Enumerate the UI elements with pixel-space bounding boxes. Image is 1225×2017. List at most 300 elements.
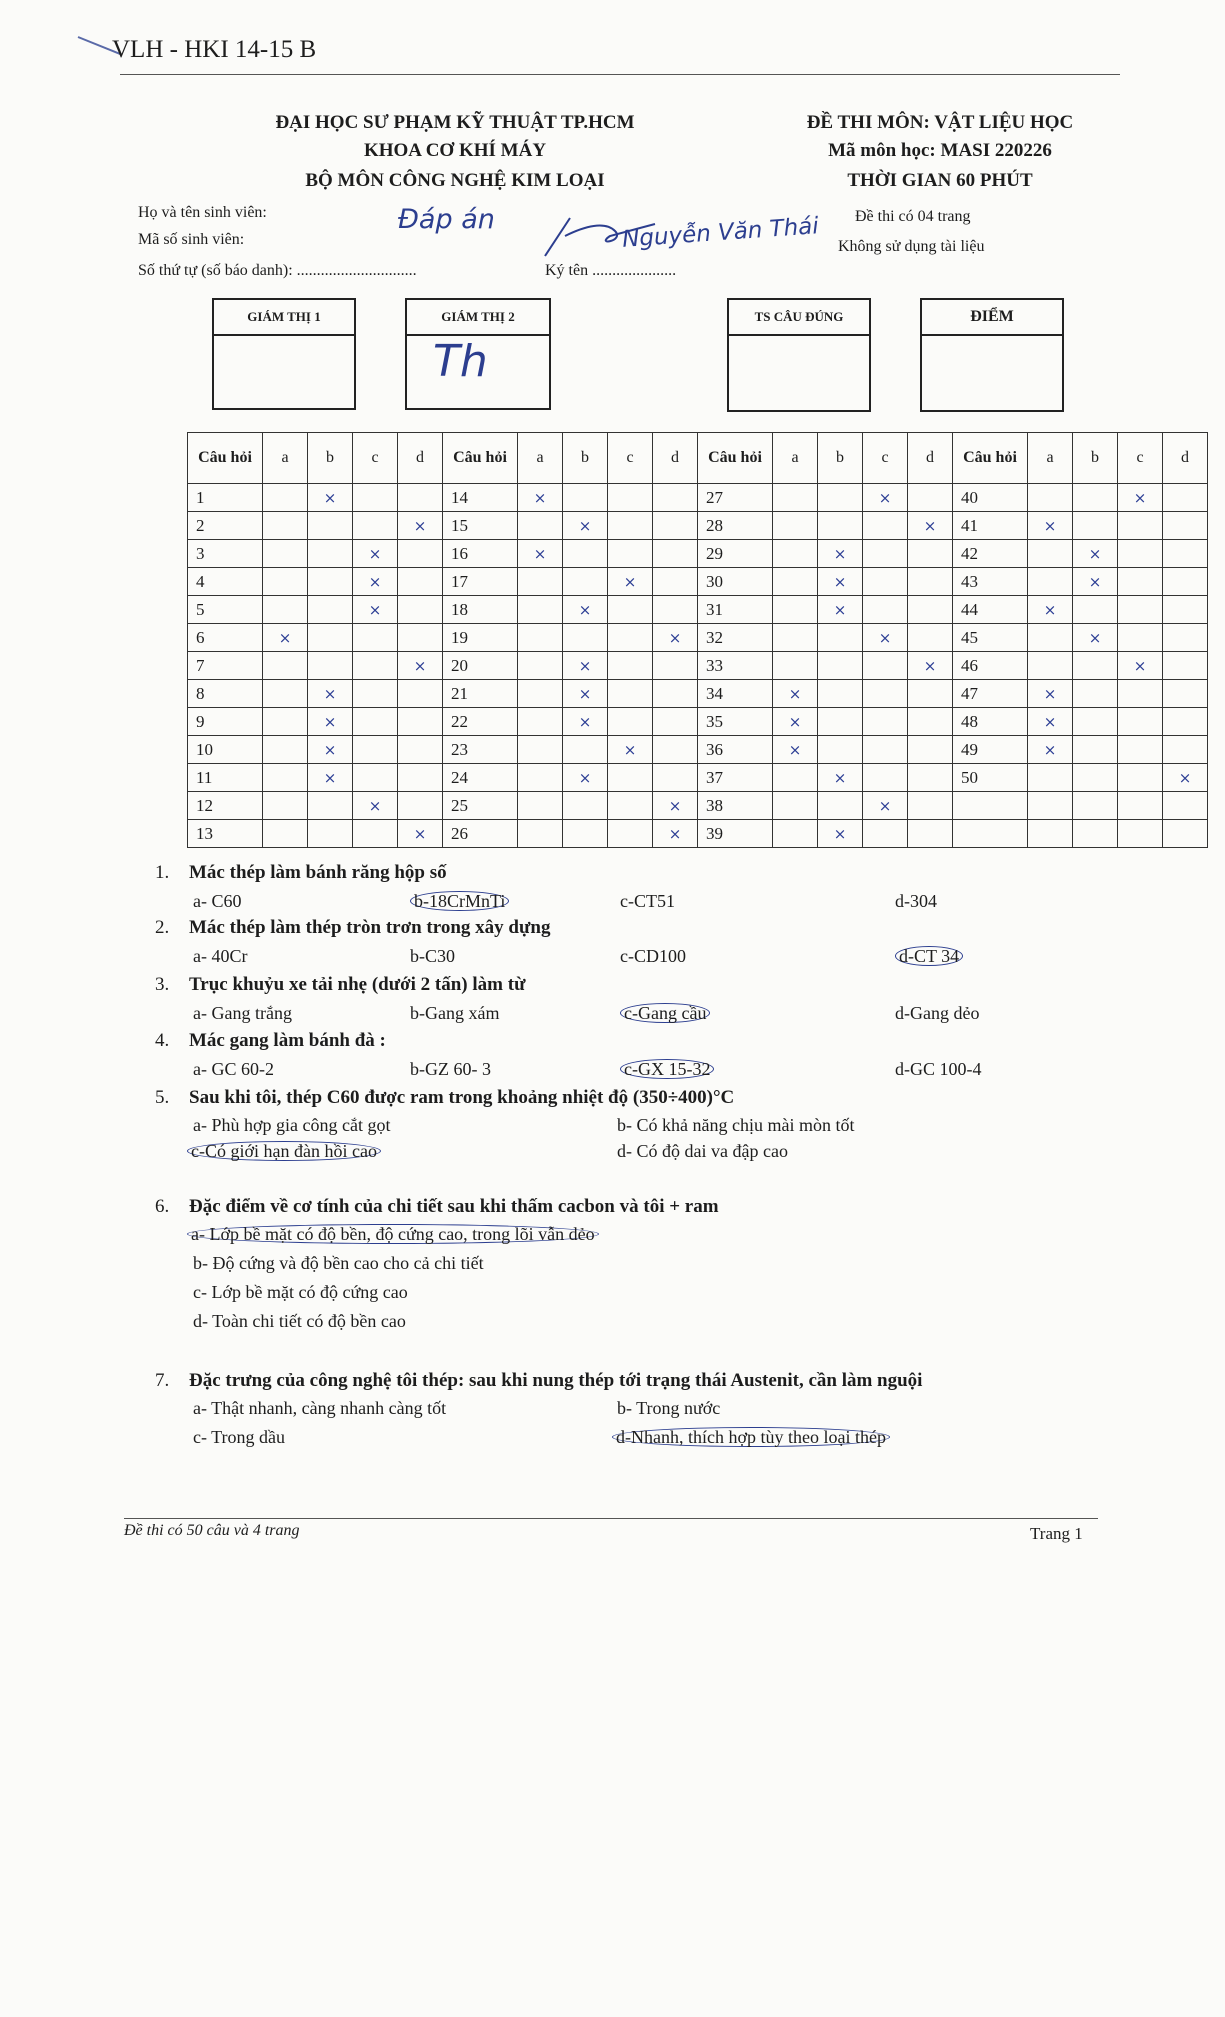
answer-mark[interactable]: × xyxy=(353,568,398,596)
answer-cell[interactable] xyxy=(773,764,818,792)
answer-mark[interactable]: × xyxy=(863,792,908,820)
question-number: 5. xyxy=(155,1087,170,1108)
answer-mark[interactable]: × xyxy=(818,540,863,568)
answer-mark[interactable]: × xyxy=(818,764,863,792)
answer-cell[interactable] xyxy=(773,540,818,568)
answer-cell[interactable] xyxy=(1118,596,1163,624)
answer-mark[interactable]: × xyxy=(353,792,398,820)
answer-cell[interactable] xyxy=(353,680,398,708)
question-number: 46 xyxy=(953,652,1028,680)
option-header-a: a xyxy=(518,433,563,484)
answer-cell[interactable] xyxy=(308,792,353,820)
question-number: 20 xyxy=(443,652,518,680)
answer-cell[interactable] xyxy=(1073,736,1118,764)
student-id-label: Mã số sinh viên: xyxy=(138,231,245,248)
question-number: 12 xyxy=(188,792,263,820)
question-header: Câu hỏi xyxy=(443,433,518,484)
answer-cell[interactable] xyxy=(608,792,653,820)
answer-cell[interactable] xyxy=(773,596,818,624)
header-rule xyxy=(120,74,1120,75)
answer-cell[interactable] xyxy=(818,708,863,736)
answer-mark[interactable]: × xyxy=(1073,568,1118,596)
answer-cell[interactable] xyxy=(1073,792,1118,820)
answer-mark[interactable]: × xyxy=(263,624,308,652)
answer-cell[interactable] xyxy=(608,484,653,512)
answer-cell[interactable] xyxy=(398,708,443,736)
answer-cell[interactable] xyxy=(518,680,563,708)
answer-option[interactable]: d-304 xyxy=(895,891,937,911)
answer-cell[interactable] xyxy=(863,540,908,568)
answer-cell[interactable] xyxy=(263,820,308,848)
answer-mark[interactable]: × xyxy=(863,484,908,512)
answer-cell[interactable] xyxy=(1163,736,1208,764)
question-number: 9 xyxy=(188,708,263,736)
answer-cell[interactable] xyxy=(518,736,563,764)
answer-option[interactable]: d-GC 100-4 xyxy=(895,1059,982,1079)
answer-cell[interactable] xyxy=(518,764,563,792)
answer-cell[interactable] xyxy=(1028,624,1073,652)
answer-cell[interactable] xyxy=(773,792,818,820)
answer-cell[interactable] xyxy=(563,736,608,764)
answer-cell[interactable] xyxy=(563,820,608,848)
seat-number-label: Số thứ tự (số báo danh): .............................. xyxy=(138,262,417,279)
answer-cell[interactable] xyxy=(773,652,818,680)
answer-cell[interactable] xyxy=(308,652,353,680)
answer-cell[interactable] xyxy=(563,624,608,652)
answer-cell[interactable] xyxy=(518,512,563,540)
answer-mark[interactable]: × xyxy=(773,680,818,708)
answer-cell[interactable] xyxy=(908,568,953,596)
answer-mark[interactable]: × xyxy=(1163,764,1208,792)
answer-cell[interactable] xyxy=(398,540,443,568)
answer-cell[interactable] xyxy=(1163,820,1208,848)
answer-mark[interactable]: × xyxy=(518,484,563,512)
answer-option[interactable] xyxy=(187,1224,599,1245)
answer-cell[interactable] xyxy=(908,680,953,708)
answer-option[interactable]: b-C30 xyxy=(410,946,455,966)
answer-mark[interactable]: × xyxy=(398,652,443,680)
answer-cell[interactable] xyxy=(773,568,818,596)
question-header: Câu hỏi xyxy=(953,433,1028,484)
answer-option[interactable]: d-Gang dẻo xyxy=(895,1003,980,1023)
answer-cell[interactable] xyxy=(863,736,908,764)
answer-cell[interactable] xyxy=(1028,820,1073,848)
option-header-a: a xyxy=(773,433,818,484)
answer-cell[interactable] xyxy=(353,764,398,792)
answer-option[interactable]: a- Thật nhanh, càng nhanh càng tốt xyxy=(193,1398,447,1418)
answer-cell[interactable] xyxy=(863,512,908,540)
option-header-b: b xyxy=(818,433,863,484)
answer-cell[interactable] xyxy=(818,792,863,820)
answer-option[interactable]: d- Toàn chi tiết có độ bền cao xyxy=(193,1311,406,1331)
answer-cell[interactable] xyxy=(908,540,953,568)
answer-cell[interactable] xyxy=(908,792,953,820)
question-number xyxy=(953,792,1028,820)
answer-mark[interactable]: × xyxy=(1028,596,1073,624)
answer-mark[interactable]: × xyxy=(818,568,863,596)
answer-option[interactable] xyxy=(612,1427,890,1448)
question-title: Mác thép làm bánh răng hộp số xyxy=(189,862,447,883)
question-number: 3. xyxy=(155,974,170,995)
question-number: 45 xyxy=(953,624,1028,652)
answer-cell[interactable] xyxy=(308,568,353,596)
answer-mark[interactable]: × xyxy=(308,708,353,736)
proctor-1-label: GIÁM THỊ 1 xyxy=(214,300,354,336)
answer-cell[interactable] xyxy=(398,680,443,708)
answer-cell[interactable] xyxy=(308,820,353,848)
answer-mark[interactable]: × xyxy=(563,596,608,624)
answer-cell[interactable] xyxy=(1118,764,1163,792)
question-number: 7 xyxy=(188,652,263,680)
answer-cell[interactable] xyxy=(818,512,863,540)
answer-option[interactable] xyxy=(187,1141,381,1162)
answer-cell[interactable] xyxy=(263,708,308,736)
answer-option[interactable] xyxy=(410,891,509,912)
answer-cell[interactable] xyxy=(1163,512,1208,540)
option-header-a: a xyxy=(263,433,308,484)
answer-mark[interactable]: × xyxy=(908,652,953,680)
answer-cell[interactable] xyxy=(608,624,653,652)
answer-cell[interactable] xyxy=(908,708,953,736)
answer-option[interactable]: b-Gang xám xyxy=(410,1003,500,1023)
option-header-d: d xyxy=(908,433,953,484)
answer-cell[interactable] xyxy=(608,596,653,624)
answer-cell[interactable] xyxy=(518,624,563,652)
answer-cell[interactable] xyxy=(908,624,953,652)
answer-cell[interactable] xyxy=(908,736,953,764)
question-number: 28 xyxy=(698,512,773,540)
answer-cell[interactable] xyxy=(1118,680,1163,708)
answer-cell[interactable] xyxy=(263,736,308,764)
answer-mark[interactable]: × xyxy=(773,736,818,764)
answer-mark[interactable]: × xyxy=(608,736,653,764)
answer-cell[interactable] xyxy=(608,764,653,792)
answer-cell[interactable] xyxy=(518,708,563,736)
question-title: Đặc điểm về cơ tính của chi tiết sau khi thấm cacbon và tôi + ram xyxy=(189,1196,719,1217)
answer-cell[interactable] xyxy=(398,484,443,512)
question-number: 42 xyxy=(953,540,1028,568)
answer-cell[interactable] xyxy=(1163,792,1208,820)
table-row xyxy=(188,484,1208,512)
answer-cell[interactable] xyxy=(563,484,608,512)
answer-cell[interactable] xyxy=(908,764,953,792)
answer-cell[interactable] xyxy=(1073,596,1118,624)
option-header-c: c xyxy=(1118,433,1163,484)
answer-cell[interactable] xyxy=(608,680,653,708)
answer-option[interactable]: a- GC 60-2 xyxy=(193,1059,274,1079)
answer-option[interactable] xyxy=(895,946,963,967)
answer-cell[interactable] xyxy=(398,764,443,792)
answer-cell[interactable] xyxy=(1028,568,1073,596)
score-label: ĐIỂM xyxy=(922,300,1062,336)
answer-mark[interactable]: × xyxy=(308,484,353,512)
answer-cell[interactable] xyxy=(263,792,308,820)
answer-cell[interactable] xyxy=(1163,568,1208,596)
score-box xyxy=(920,298,1064,412)
answer-option[interactable]: a- C60 xyxy=(193,891,242,911)
answer-cell[interactable] xyxy=(1163,540,1208,568)
answer-cell[interactable] xyxy=(863,680,908,708)
answer-option[interactable]: a- Phù hợp gia công cắt gọt xyxy=(193,1115,391,1135)
question-title: Đặc trưng của công nghệ tôi thép: sau khi nung thép tới trạng thái Austenit, cần làm nguội xyxy=(189,1370,923,1391)
answer-cell[interactable] xyxy=(1073,820,1118,848)
answer-cell[interactable] xyxy=(398,568,443,596)
question-number: 33 xyxy=(698,652,773,680)
answer-cell[interactable] xyxy=(353,624,398,652)
answer-cell[interactable] xyxy=(818,680,863,708)
answer-cell[interactable] xyxy=(1163,624,1208,652)
answer-mark[interactable]: × xyxy=(563,764,608,792)
answer-cell[interactable] xyxy=(398,624,443,652)
table-row xyxy=(188,652,1208,680)
answer-cell[interactable] xyxy=(1118,792,1163,820)
question-number: 2 xyxy=(188,512,263,540)
answer-mark[interactable]: × xyxy=(608,568,653,596)
circled-option: c-GX 15-32 xyxy=(620,1059,714,1079)
answer-cell[interactable] xyxy=(263,484,308,512)
answer-mark[interactable]: × xyxy=(563,680,608,708)
answer-cell[interactable] xyxy=(653,596,698,624)
answer-cell[interactable] xyxy=(1028,764,1073,792)
answer-cell[interactable] xyxy=(773,820,818,848)
answer-mark[interactable]: × xyxy=(1028,680,1073,708)
answer-cell[interactable] xyxy=(863,568,908,596)
answer-cell[interactable] xyxy=(518,820,563,848)
answer-cell[interactable] xyxy=(1028,652,1073,680)
answer-mark[interactable]: × xyxy=(818,596,863,624)
answer-cell[interactable] xyxy=(773,624,818,652)
answer-cell[interactable] xyxy=(1028,540,1073,568)
answer-option[interactable]: b- Độ cứng và độ bền cao cho cả chi tiết xyxy=(193,1253,484,1273)
answer-cell[interactable] xyxy=(653,652,698,680)
question-number: 4 xyxy=(188,568,263,596)
answer-cell[interactable] xyxy=(1163,596,1208,624)
answer-cell[interactable] xyxy=(518,652,563,680)
proctor-2-label: GIÁM THỊ 2 xyxy=(407,300,549,336)
answer-option[interactable] xyxy=(620,1003,710,1024)
answer-cell[interactable] xyxy=(1073,652,1118,680)
answer-cell[interactable] xyxy=(353,512,398,540)
course-code: Mã môn học: MASI 220226 xyxy=(828,140,1052,161)
question-number: 6 xyxy=(188,624,263,652)
answer-option[interactable]: a- 40Cr xyxy=(193,946,248,966)
question-number: 32 xyxy=(698,624,773,652)
answer-cell[interactable] xyxy=(608,540,653,568)
question-number: 40 xyxy=(953,484,1028,512)
question-number: 47 xyxy=(953,680,1028,708)
question-number: 43 xyxy=(953,568,1028,596)
answer-option[interactable]: b- Có khả năng chịu mài mòn tốt xyxy=(617,1115,855,1135)
answer-cell[interactable] xyxy=(308,624,353,652)
answer-cell[interactable] xyxy=(1073,484,1118,512)
answer-mark[interactable]: × xyxy=(398,820,443,848)
answer-mark[interactable]: × xyxy=(1028,512,1073,540)
answer-mark[interactable]: × xyxy=(1118,484,1163,512)
answer-cell[interactable] xyxy=(653,680,698,708)
answer-cell[interactable] xyxy=(653,708,698,736)
answer-cell[interactable] xyxy=(818,484,863,512)
answer-option[interactable] xyxy=(620,1059,714,1080)
answer-mark[interactable]: × xyxy=(518,540,563,568)
answer-mark[interactable]: × xyxy=(653,624,698,652)
handwritten-answer-key: Đáp án xyxy=(398,204,495,235)
answer-cell[interactable] xyxy=(308,512,353,540)
answer-cell[interactable] xyxy=(353,708,398,736)
answer-mark[interactable]: × xyxy=(818,820,863,848)
answer-cell[interactable] xyxy=(1163,652,1208,680)
question-number: 38 xyxy=(698,792,773,820)
answer-cell[interactable] xyxy=(1073,708,1118,736)
question-number: 24 xyxy=(443,764,518,792)
question-title: Mác gang làm bánh đà : xyxy=(189,1030,386,1051)
answer-cell[interactable] xyxy=(908,820,953,848)
answer-cell[interactable] xyxy=(518,596,563,624)
answer-mark[interactable]: × xyxy=(773,708,818,736)
question-number: 3 xyxy=(188,540,263,568)
question-number: 4. xyxy=(155,1030,170,1051)
answer-cell[interactable] xyxy=(1028,792,1073,820)
answer-mark[interactable]: × xyxy=(563,512,608,540)
answer-cell[interactable] xyxy=(398,736,443,764)
answer-cell[interactable] xyxy=(773,512,818,540)
answer-mark[interactable]: × xyxy=(353,540,398,568)
answer-cell[interactable] xyxy=(353,736,398,764)
answer-cell[interactable] xyxy=(398,596,443,624)
answer-cell[interactable] xyxy=(908,596,953,624)
answer-cell[interactable] xyxy=(263,680,308,708)
answer-cell[interactable] xyxy=(1163,484,1208,512)
answer-cell[interactable] xyxy=(563,568,608,596)
table-row xyxy=(188,736,1208,764)
answer-mark[interactable]: × xyxy=(308,764,353,792)
answer-cell[interactable] xyxy=(608,708,653,736)
answer-cell[interactable] xyxy=(653,512,698,540)
answer-mark[interactable]: × xyxy=(1028,736,1073,764)
question-number xyxy=(953,820,1028,848)
answer-cell[interactable] xyxy=(563,792,608,820)
answer-cell[interactable] xyxy=(263,512,308,540)
answer-cell[interactable] xyxy=(863,708,908,736)
answer-mark[interactable]: × xyxy=(863,624,908,652)
answer-mark[interactable]: × xyxy=(1073,540,1118,568)
answer-cell[interactable] xyxy=(353,820,398,848)
question-number: 34 xyxy=(698,680,773,708)
answer-cell[interactable] xyxy=(518,792,563,820)
answer-cell[interactable] xyxy=(353,652,398,680)
answer-cell[interactable] xyxy=(518,568,563,596)
answer-option[interactable]: b-GZ 60- 3 xyxy=(410,1059,491,1079)
option-header-d: d xyxy=(398,433,443,484)
answer-mark[interactable]: × xyxy=(563,652,608,680)
answer-option[interactable]: c- Trong dầu xyxy=(193,1427,286,1447)
answer-cell[interactable] xyxy=(1073,512,1118,540)
question-number: 15 xyxy=(443,512,518,540)
answer-cell[interactable] xyxy=(1118,568,1163,596)
answer-cell[interactable] xyxy=(308,540,353,568)
answer-cell[interactable] xyxy=(263,764,308,792)
page-number: Trang 1 xyxy=(1030,1524,1083,1543)
answer-mark[interactable]: × xyxy=(398,512,443,540)
question-number: 11 xyxy=(188,764,263,792)
answer-cell[interactable] xyxy=(863,652,908,680)
answer-cell[interactable] xyxy=(353,484,398,512)
answer-mark[interactable]: × xyxy=(308,680,353,708)
answer-cell[interactable] xyxy=(608,652,653,680)
exam-subject: ĐỀ THI MÔN: VẬT LIỆU HỌC xyxy=(806,112,1074,133)
answer-cell[interactable] xyxy=(1118,708,1163,736)
answer-cell[interactable] xyxy=(1118,624,1163,652)
student-name-label: Họ và tên sinh viên: xyxy=(138,204,267,221)
answer-cell[interactable] xyxy=(653,764,698,792)
answer-cell[interactable] xyxy=(263,596,308,624)
answer-mark[interactable]: × xyxy=(1028,708,1073,736)
answer-cell[interactable] xyxy=(653,540,698,568)
answer-mark[interactable]: × xyxy=(653,792,698,820)
answer-cell[interactable] xyxy=(608,512,653,540)
answer-mark[interactable]: × xyxy=(353,596,398,624)
question-number: 41 xyxy=(953,512,1028,540)
answer-mark[interactable]: × xyxy=(908,512,953,540)
answer-cell[interactable] xyxy=(1073,680,1118,708)
answer-option[interactable]: a- Gang trắng xyxy=(193,1003,292,1023)
question-number: 44 xyxy=(953,596,1028,624)
answer-cell[interactable] xyxy=(653,736,698,764)
answer-option[interactable]: b- Trong nước xyxy=(617,1398,721,1418)
answer-grid xyxy=(187,432,1208,848)
answer-cell[interactable] xyxy=(773,484,818,512)
answer-cell[interactable] xyxy=(818,736,863,764)
answer-mark[interactable]: × xyxy=(653,820,698,848)
question-number: 5 xyxy=(188,596,263,624)
department-name: BỘ MÔN CÔNG NGHỆ KIM LOẠI xyxy=(305,170,605,191)
answer-mark[interactable]: × xyxy=(308,736,353,764)
answer-cell[interactable] xyxy=(653,484,698,512)
answer-cell[interactable] xyxy=(818,652,863,680)
answer-cell[interactable] xyxy=(563,540,608,568)
answer-cell[interactable] xyxy=(1118,540,1163,568)
answer-cell[interactable] xyxy=(263,652,308,680)
answer-cell[interactable] xyxy=(1028,484,1073,512)
answer-option[interactable]: c-CT51 xyxy=(620,891,675,911)
answer-option[interactable]: d- Có độ dai va đập cao xyxy=(617,1141,788,1161)
answer-cell[interactable] xyxy=(818,624,863,652)
answer-cell[interactable] xyxy=(608,820,653,848)
answer-cell[interactable] xyxy=(908,484,953,512)
answer-cell[interactable] xyxy=(863,596,908,624)
question-number: 23 xyxy=(443,736,518,764)
answer-cell[interactable] xyxy=(263,540,308,568)
answer-cell[interactable] xyxy=(1118,820,1163,848)
answer-cell[interactable] xyxy=(1118,736,1163,764)
answer-option[interactable]: c- Lớp bề mặt có độ cứng cao xyxy=(193,1282,408,1302)
answer-cell[interactable] xyxy=(263,568,308,596)
answer-cell[interactable] xyxy=(398,792,443,820)
answer-mark[interactable]: × xyxy=(563,708,608,736)
answer-cell[interactable] xyxy=(863,764,908,792)
answer-cell[interactable] xyxy=(1163,708,1208,736)
answer-mark[interactable]: × xyxy=(1118,652,1163,680)
answer-cell[interactable] xyxy=(1073,764,1118,792)
answer-mark[interactable]: × xyxy=(1073,624,1118,652)
question-number: 10 xyxy=(188,736,263,764)
answer-cell[interactable] xyxy=(308,596,353,624)
answer-option[interactable]: c-CD100 xyxy=(620,946,686,966)
answer-cell[interactable] xyxy=(1118,512,1163,540)
answer-cell[interactable] xyxy=(653,568,698,596)
option-header-c: c xyxy=(353,433,398,484)
answer-cell[interactable] xyxy=(863,820,908,848)
answer-cell[interactable] xyxy=(1163,680,1208,708)
